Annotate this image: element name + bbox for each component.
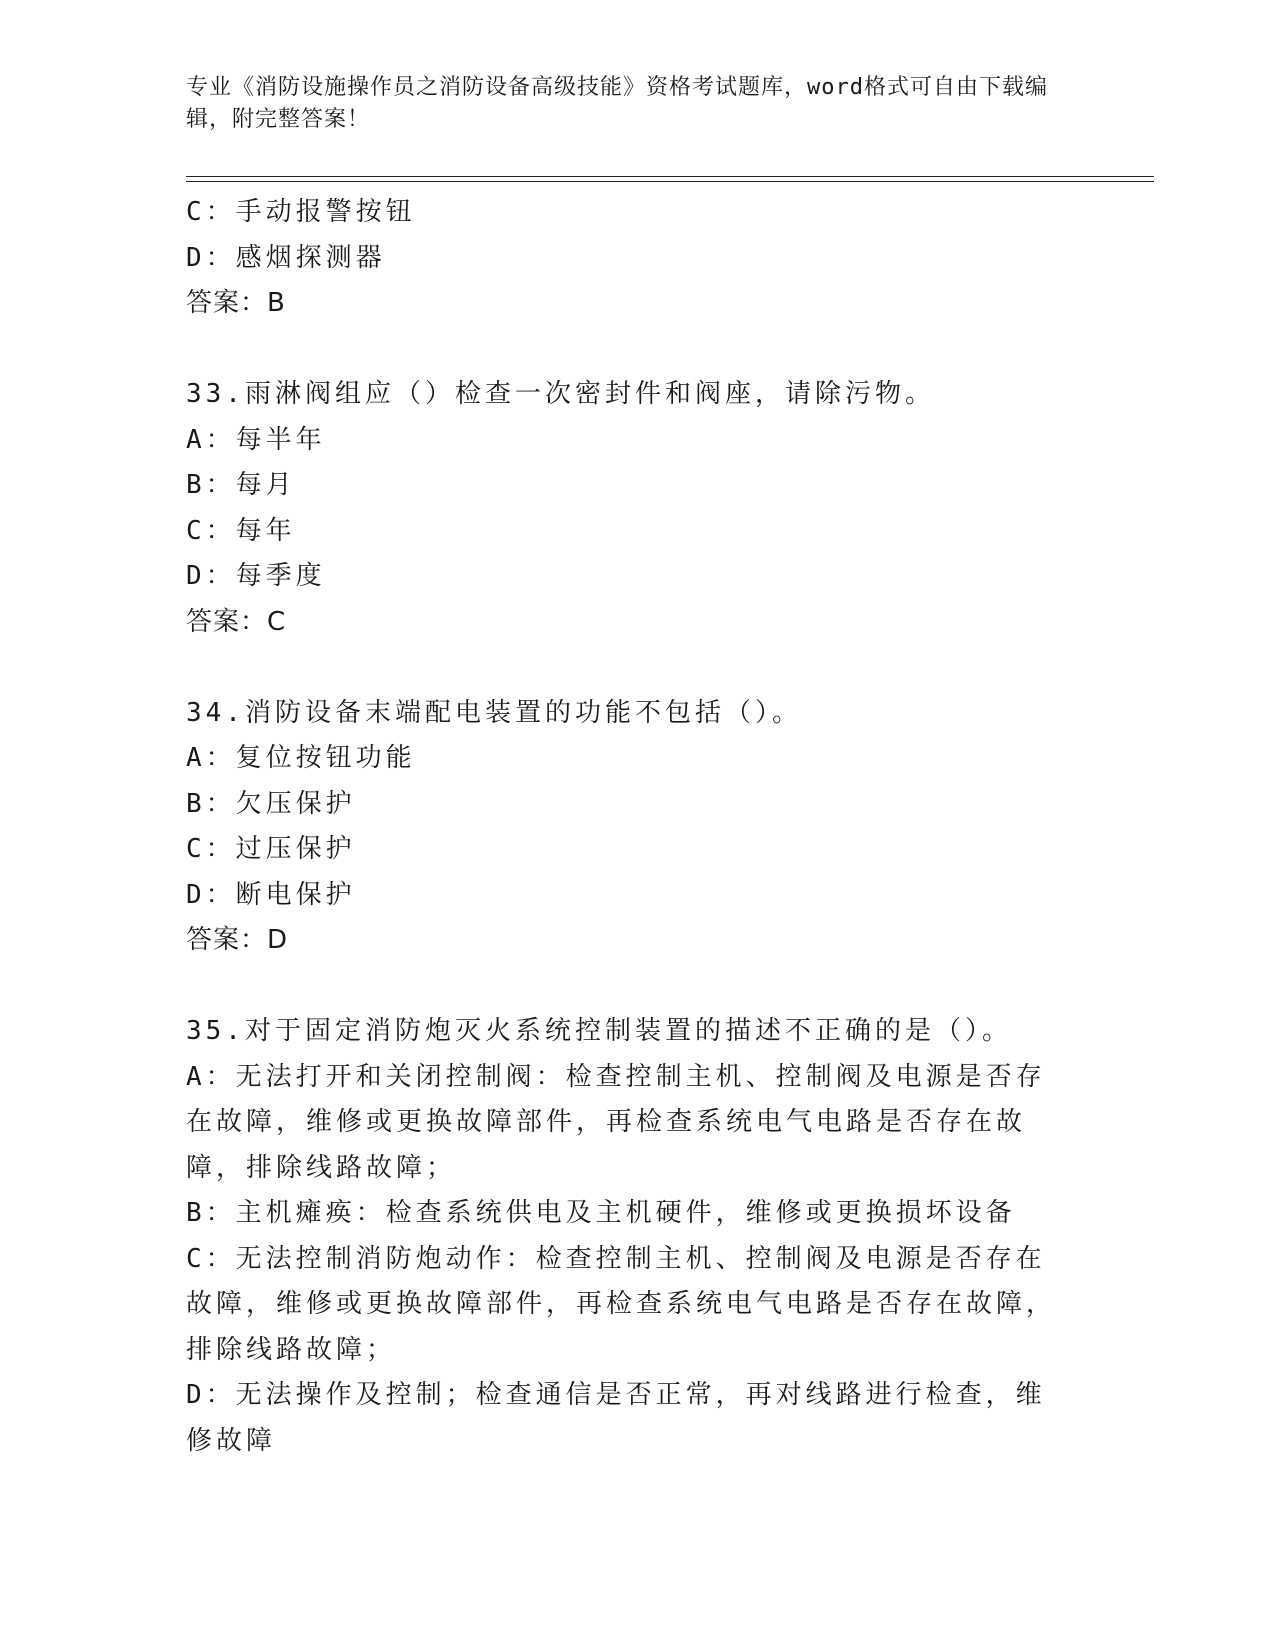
question-34 — [186, 691, 1066, 964]
option-b: B：欠压保护 — [186, 788, 356, 819]
option-b: B：主机瘫痪：检查系统供电及主机硬件，维修或更换损坏设备 — [186, 1198, 1016, 1228]
option-a: A：复位按钮功能 — [186, 743, 416, 773]
option-c: C：无法控制消防炮动作：检查控制主机、控制阀及电源是否存在故障，维修或更换故障部件，再检查系统电气电路是否存在故障，排除线路故障； — [186, 1243, 1057, 1365]
page-header: 专业《消防设施操作员之消防设备高级技能》资格考试题库，word格式可自由下载编辑，附完整答案！ — [186, 75, 1048, 132]
option-d: D：无法操作及控制；检查通信是否正常，再对线路进行检查，维修故障 — [186, 1380, 1046, 1456]
question-content — [186, 190, 1066, 1464]
question-35 — [186, 1009, 1066, 1464]
question-stem: 34.消防设备末端配电装置的功能不包括（）。 — [186, 697, 802, 728]
answer: 答案：B — [186, 288, 286, 318]
option-a: A：无法打开和关闭控制阀：检查控制主机、控制阀及电源是否存在故障，维修或更换故障部件，再检查系统电气电路是否存在故障，排除线路故障； — [186, 1061, 1046, 1183]
continued-question — [186, 190, 1066, 327]
question-stem: 33.雨淋阀组应（）检查一次密封件和阀座，请除污物。 — [186, 379, 935, 409]
option-d: D：每季度 — [186, 561, 326, 591]
spacer — [186, 645, 1066, 691]
option-c: C：手动报警按钮 — [186, 197, 416, 227]
option-a: A：每半年 — [186, 424, 326, 455]
spacer — [186, 964, 1066, 1010]
option-c: C：过压保护 — [186, 834, 356, 864]
question-stem: 35.对于固定消防炮灭火系统控制装置的描述不正确的是（）。 — [186, 1016, 1012, 1046]
option-c: C：每年 — [186, 515, 296, 546]
question-33 — [186, 372, 1066, 645]
spacer — [186, 327, 1066, 373]
option-b: B：每月 — [186, 470, 296, 500]
option-d: D：断电保护 — [186, 879, 356, 910]
header-divider — [186, 176, 1154, 182]
option-d: D：感烟探测器 — [186, 242, 386, 273]
answer: 答案：C — [186, 606, 287, 637]
answer: 答案：D — [186, 925, 289, 955]
